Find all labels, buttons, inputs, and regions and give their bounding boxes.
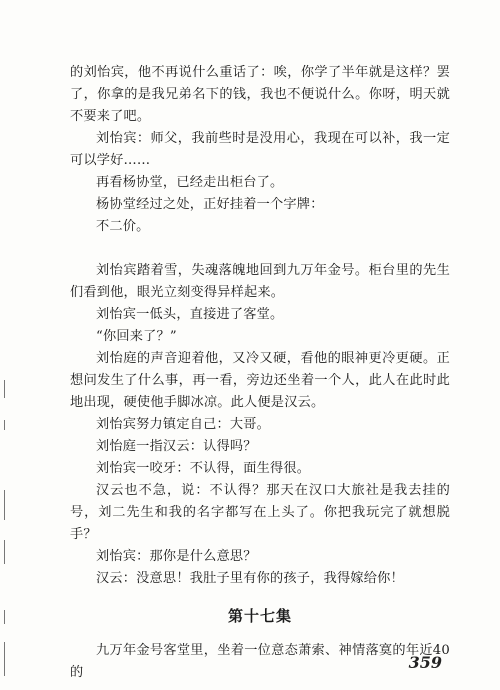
paragraph-group-top — [70, 62, 450, 238]
page-body — [70, 62, 450, 684]
section-gap — [70, 238, 450, 260]
scan-mark — [4, 540, 5, 564]
paragraph: 再看杨协堂，已经走出柜台了。 — [96, 175, 284, 190]
paragraph: 刘怡庭的声音迎着他，又冷又硬，看他的眼神更冷更硬。正想问发生了什么事，再一看，旁边还坐着一个人，此人在此时此地出现，硬使他手脚冰凉。此人便是汉云。 — [70, 351, 450, 410]
page-number: 359 — [408, 653, 442, 672]
scan-edge-marks — [4, 380, 7, 680]
paragraph: 刘怡宾：那你是什么意思？ — [96, 549, 257, 564]
paragraph-group-middle — [70, 260, 450, 590]
paragraph: 刘怡宾一低头，直接进了客堂。 — [96, 307, 284, 322]
paragraph: 汉云也不急，说：不认得？那天在汉口大旅社是我去挂的号，刘二先生和我的名字都写在上头了。你把我玩完了就想脱手？ — [70, 483, 450, 542]
paragraph: 九万年金号客堂里，坐着一位意态萧索、神情落寞的年近40的 — [70, 643, 450, 680]
chapter-title: 第十七集 — [227, 607, 292, 625]
paragraph: 的刘怡宾，他不再说什么重话了：唉，你学了半年就是这样？罢了，你拿的是我兄弟名下的钱，我也不便说什么。你呀，明天就不要来了吧。 — [70, 65, 450, 124]
scan-mark — [4, 610, 5, 624]
paragraph: “你回来了？” — [96, 329, 177, 344]
paragraph: 杨协堂经过之处，正好挂着一个字牌： — [96, 197, 324, 212]
scan-mark — [4, 642, 5, 676]
scan-mark — [4, 490, 5, 520]
paragraph: 汉云：没意思！我肚子里有你的孩子，我得嫁给你！ — [96, 571, 404, 586]
paragraph: 刘怡庭一指汉云：认得吗？ — [96, 439, 257, 454]
paragraph: 刘怡宾：师父，我前些时是没用心，我现在可以补，我一定可以学好…… — [70, 131, 450, 168]
paragraph: 刘怡宾努力镇定自己：大哥。 — [96, 417, 271, 432]
paragraph-group-bottom — [70, 640, 450, 684]
scan-mark — [4, 380, 5, 398]
paragraph: 刘怡宾一咬牙：不认得，面生得很。 — [96, 461, 311, 476]
paragraph: 刘怡宾踏着雪，失魂落魄地回到九万年金号。柜台里的先生们看到他，眼光立刻变得异样起来。 — [70, 263, 450, 300]
scan-mark — [4, 420, 5, 430]
paragraph: 不二价。 — [96, 219, 150, 234]
